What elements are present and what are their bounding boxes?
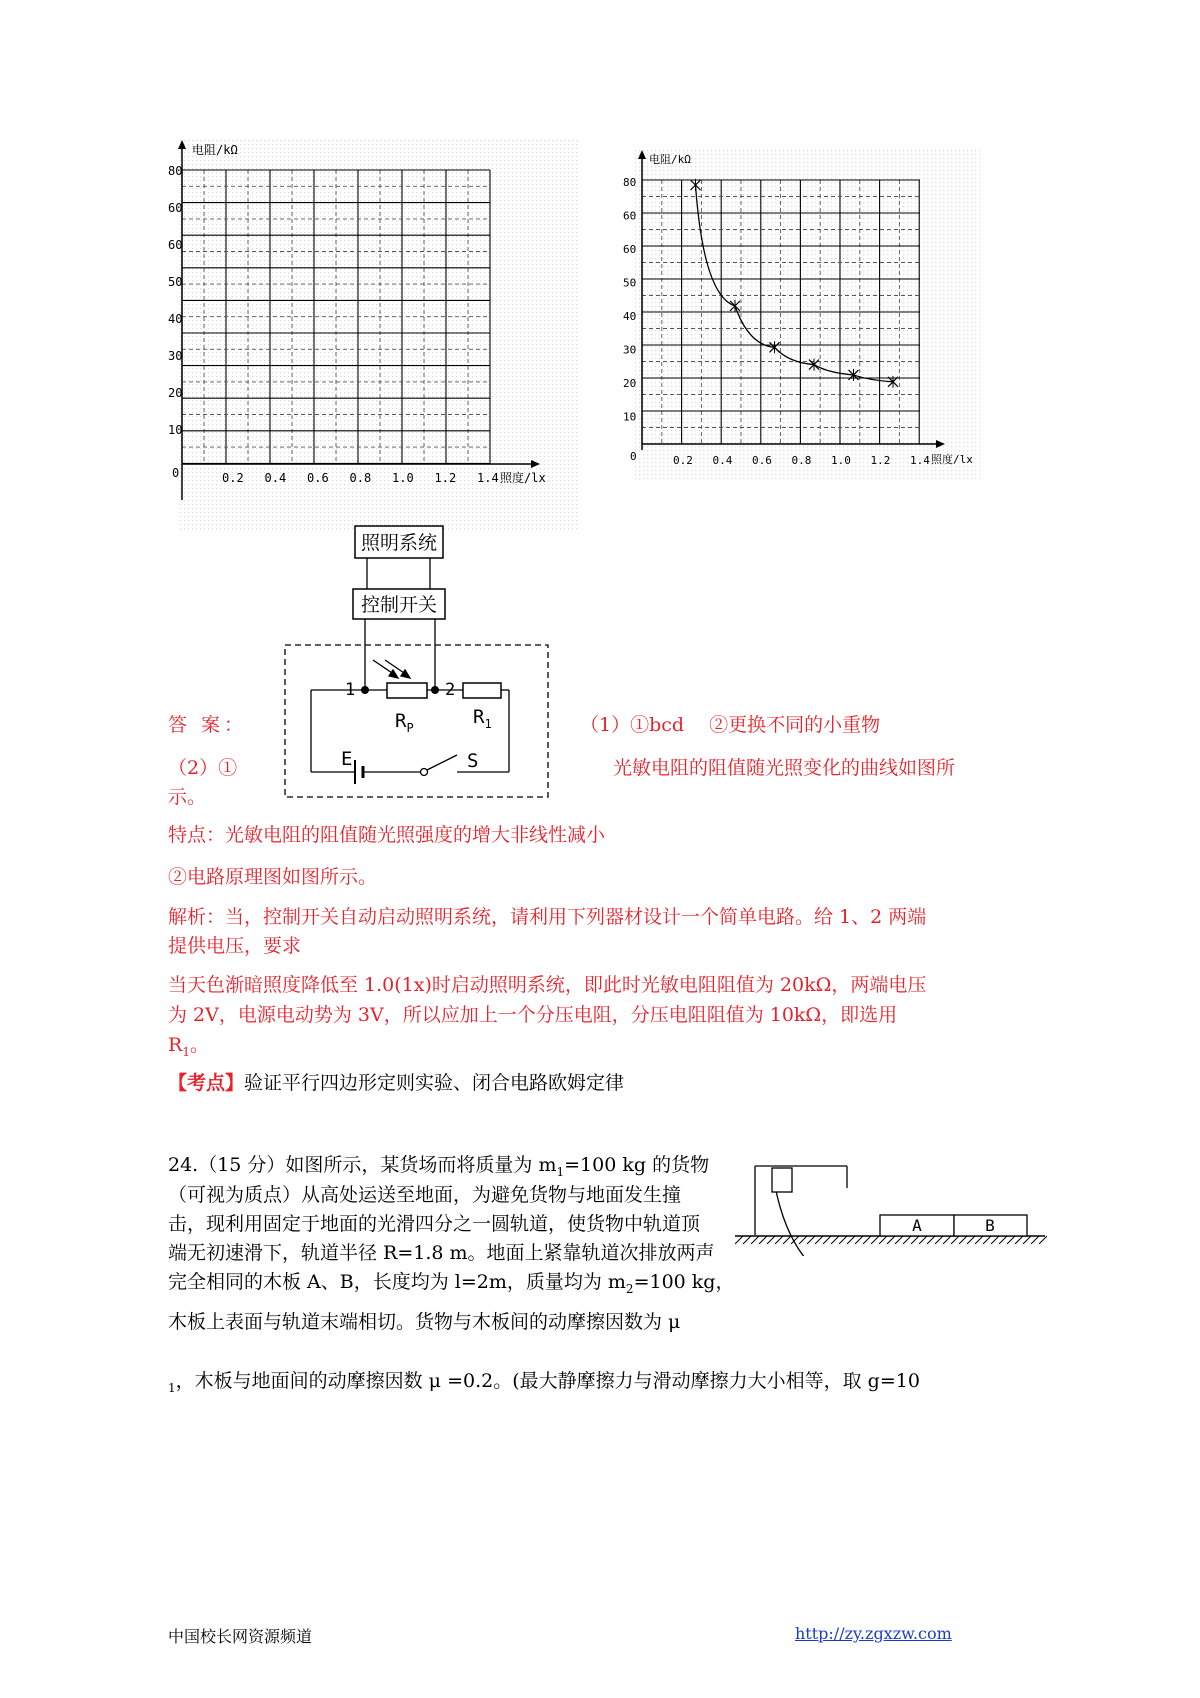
x-tick-label: 0.8 [791,454,812,467]
analysis-line-3: 当天色渐暗照度降低至 1.0(1x)时启动照明系统，即此时光敏电阻阻值为 20kΩ，两端电压 [168,974,927,996]
footer-link[interactable]: http://zy.zgxzw.com [795,1624,952,1643]
origin-label: 0 [630,450,637,463]
board-a-label: A [912,1216,922,1235]
terminal-2-node [431,686,439,694]
y-tick-label: 60 [168,238,183,252]
x-tick-label: 0.2 [222,471,244,485]
x-tick-label: 1.0 [392,471,414,485]
lighting-system-label: 照明系统 [360,532,438,554]
origin-label: 0 [172,466,180,480]
problem-line-2: （可视为质点）从高处运送至地面，为避免货物与地面发生撞 [168,1184,682,1206]
x-tick-label: 0.6 [752,454,772,467]
x-tick-label: 0.2 [673,454,693,467]
circuit-diagram [265,515,570,805]
y-tick-label: 80 [168,164,183,178]
y-tick-label: 80 [623,176,637,189]
answer-label: 答 案： [168,714,248,736]
analysis-line-2: 提供电压，要求 [168,935,302,957]
x-tick-label: 0.6 [307,471,329,485]
problem-line-4: 端无初速滑下，轨道半径 R=1.8 m。地面上紧靠轨道次排放两声 [168,1242,715,1264]
answer-feature: 特点：光敏电阻的阻值随光照强度的增大非线性减小 [168,824,606,846]
answer-part1: （1）①bcd ②更换不同的小重物 [580,714,881,736]
problem-line-3: 击，现利用固定于地面的光滑四分之一圆轨道，使货物中轨道顶 [168,1213,701,1235]
kaodian-line: 【考点】验证平行四边形定则实验、闭合电路欧姆定律 [168,1072,625,1094]
answer-part2-text: 光敏电阻的阻值随光照变化的曲线如图所 [613,757,956,779]
chart-resistance-curve [615,150,980,480]
cargo-block [772,1168,792,1192]
ground-hatch [735,1236,1047,1244]
terminal-1-label: 1 [345,680,356,700]
analysis-line-4: 为 2V，电源电动势为 3V，所以应加上一个分压电阻，分压电阻阻值为 10kΩ，即选用 [168,1004,898,1026]
y-tick-label: 60 [623,243,637,256]
x-tick-label: 0.4 [264,471,287,485]
y-tick-label: 30 [168,349,183,363]
problem-line-7: $_1$，木板与地面间的动摩擦因数 μ =0.2。(最大静摩擦力与滑动摩擦力大小相等，取 g=10 [168,1370,920,1395]
answer-part2-cont: 示。 [168,786,207,808]
switch-label: S [467,750,479,772]
x-tick-label: 0.4 [712,454,733,467]
answer-circuit-note: ②电路原理图如图所示。 [168,866,378,888]
y-tick-label: 10 [623,410,637,424]
y-tick-label: 60 [168,201,183,215]
resistor-r1 [463,683,501,698]
photoresistor-rp [387,683,427,698]
answer-part2-prefix: （2）① [168,757,238,779]
x-tick-label: 1.2 [870,454,891,467]
battery-label: E [341,748,353,770]
terminal-1-node [361,686,369,694]
y-tick-label: 50 [168,275,183,289]
y-axis-label: 电阻/kΩ [649,153,691,166]
problem-line-1: 24.（15 分）如图所示，某货场而将质量为 $m_1=100$ kg 的货物 [168,1154,710,1179]
y-axis-label: 电阻/kΩ [192,143,238,157]
footer-source: 中国校长网资源频道 [168,1627,313,1646]
y-tick-label: 40 [168,312,183,326]
chart-empty-grid [160,140,600,530]
board-b-label: B [985,1216,995,1235]
analysis-line-5: $R_1$。 [168,1034,209,1059]
y-tick-label: 10 [168,423,183,437]
y-tick-label: 20 [168,386,183,400]
x-tick-label: 1.4 [910,454,930,467]
y-tick-label: 20 [623,377,637,390]
switch-icon [421,769,428,776]
x-axis-label: 照度/lx [500,471,546,485]
terminal-2-label: 2 [445,680,456,700]
rp-label: $R_P$ [395,710,414,735]
analysis-line-1: 解析：当，控制开关自动启动照明系统，请利用下列器材设计一个简单电路。给 1、2 两端 [168,906,927,928]
y-tick-label: 40 [623,310,637,323]
y-tick-label: 30 [623,343,637,357]
y-tick-label: 50 [623,276,637,290]
x-axis-label: 照度/lx [931,453,973,466]
x-tick-label: 0.8 [349,471,372,485]
quarter-circle-track [775,1186,877,1256]
y-tick-label: 60 [623,209,637,223]
x-tick-label: 1.4 [477,471,499,485]
r1-label: $R_1$ [473,706,492,731]
problem-line-5: 完全相同的木板 A、B，长度均为 l=2m，质量均为 $m_2=100$ kg， [168,1271,735,1296]
x-tick-label: 1.2 [434,471,457,485]
x-tick-label: 1.0 [831,454,851,467]
problem-line-6: 木板上表面与轨道末端相切。货物与木板间的动摩擦因数为 μ [168,1311,681,1333]
track-diagram [735,1158,1047,1256]
light-arrows-icon [373,660,410,678]
control-switch-label: 控制开关 [360,594,438,616]
